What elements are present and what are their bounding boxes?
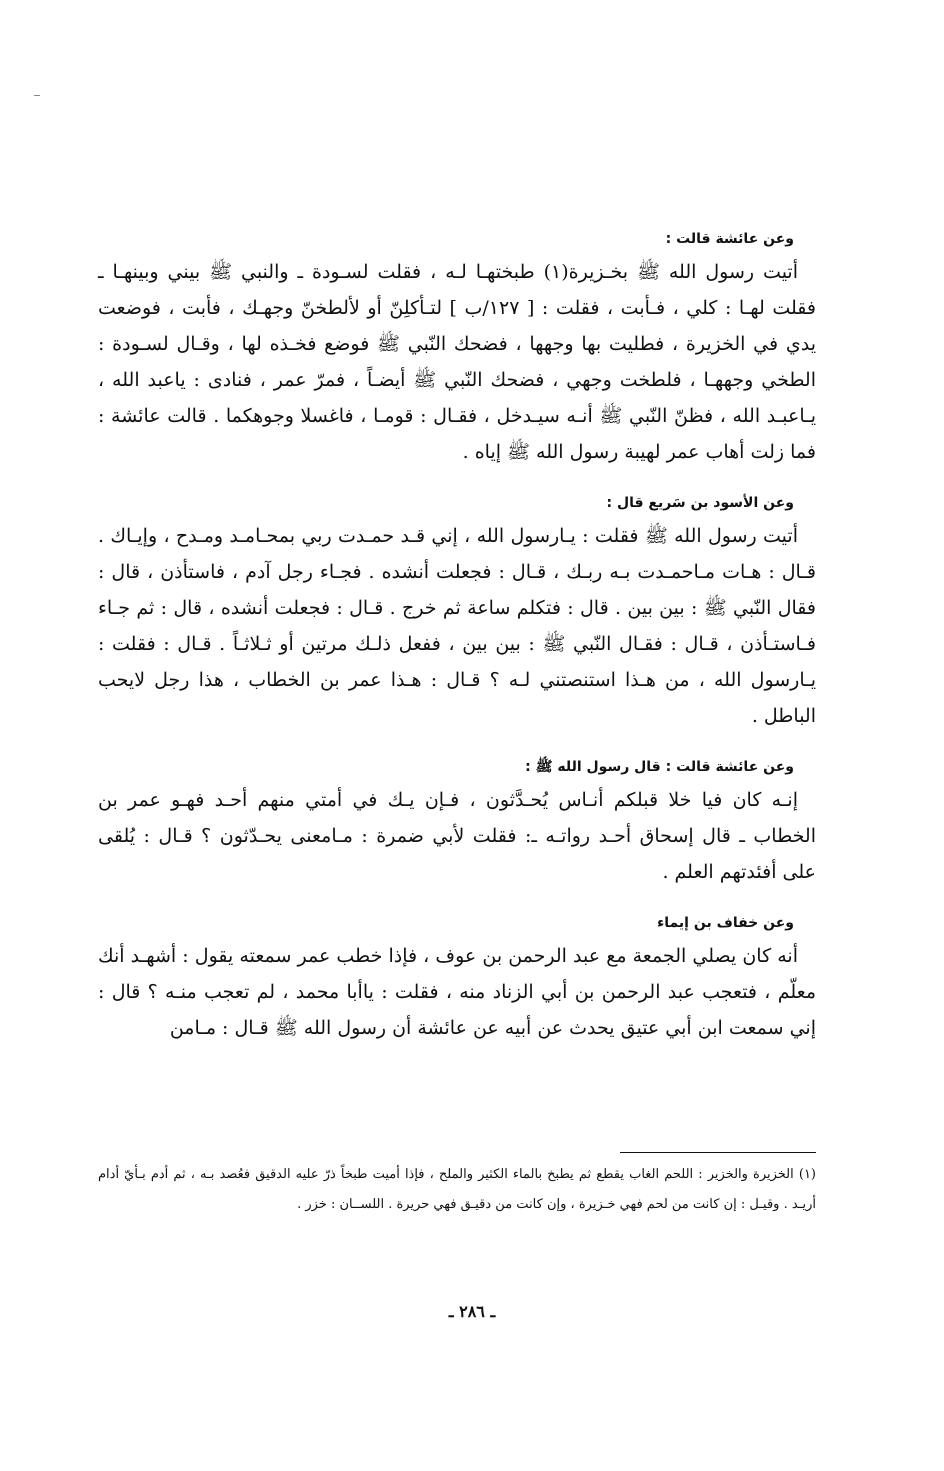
page-number: ـ ٢٨٦ ـ [448, 1302, 496, 1321]
section-paragraph: أتيت رسول الله ﷺ فقلت : يـارسول الله ، إني قـد حمـدت ربي بمحـامـد ومـدح ، وإيـاك . قـال : هـات مـاحمـدت بـه ربـك ، قـال : فجعلت أنشده . فجـاء رجل آدم ، فاستأذن ، قال : فقال النّبي ﷺ : بين بين . قال : فتكلم ساعة ثم خرج . قـال : فجعلت أنشده ، قال : ثم جـاء فـاستـأذن ، قـال : فقـال النّبي ﷺ : بين بين ، ففعل ذلـك مرتين أو ثـلاثـاً . قـال : فقلت : يـارسول الله ، من هـذا استنصتني لـه ؟ قـال : هـذا عمر بن الخطاب ، هذا رجل لايحب الباطل . [98, 525, 816, 727]
section-paragraph: أنه كان يصلي الجمعة مع عبد الرحمن بن عوف ، فإذا خطب عمر سمعته يقول : أشهـد أنك معلّم ، فتعجب عبد الرحمن بن أبي الزناد منه ، فقلت : ياأبا محمد ، لم تعجب منـه ؟ قال : إني سمعت ابن أبي عتيق يحدث عن أبيه عن عائشة أن رسول الله ﷺ قـال : مـامن [98, 945, 816, 1039]
section-aisha-khazira [98, 228, 816, 470]
section-paragraph: إنـه كان فيا خلا قبلكم أنـاس يُحـدَّثون ، فـإن يـك في أمتي منهم أحـد فهـو عمر بن الخطاب ـ قال إسحاق أحـد رواتـه ـ: فقلت لأبي ضمرة : مـامعنى يحـدّثون ؟ قـال : يُلقى على أفئدتهم العلم . [98, 789, 816, 883]
section-aisha-muhaddathun [98, 756, 816, 890]
section-heading: وعن الأسود بن سَريع قال : [606, 495, 794, 511]
section-paragraph: أتيت رسول الله ﷺ بخـزيرة(١) طبختهـا لـه ، فقلت لسـودة ـ والنبي ﷺ بيني وبينهـا ـ فقلت لهـا : كلي ، فـأبت ، فقلت : [ ١٢٧/ب ] لتـأكلِنّ أو لألطخنّ وجهـك ، فأبت ، فوضعت يدي في الخزيرة ، فطليت بها وجهها ، فضحك النّبي ﷺ فوضع فخـذه لها ، وقـال لسـودة : الطخي وجههـا ، فلطخت وجهي ، فضحك النّبي ﷺ أيضـاً ، فمرّ عمر ، فنادى : ياعبد الله ، يـاعبـد الله ، فظنّ النّبي ﷺ أنـه سيـدخل ، فقـال : قومـا ، فاغسلا وجوهكما . قالت عائشة : فما زلت أهاب عمر لهيبة رسول الله ﷺ إياه . [98, 261, 816, 463]
scan-mark [34, 95, 40, 96]
section-heading: وعن عائشة قالت : قال رسول الله ﷺ : [525, 759, 794, 775]
section-heading: وعن خفاف بن إيماء [657, 915, 794, 931]
main-text [98, 228, 816, 1046]
footnote-divider [620, 1152, 816, 1153]
section-aswad [98, 492, 816, 734]
footnote: (١) الخزيرة والخزير : اللحم الغاب يقطع ثم يطبخ بالماء الكثير والملح ، فإذا أميت طبخاً ذرّ عليه الدقيق فعُصد بـه ، ثم أدم بـأيّ أدام أريـد . وقيـل : إن كانت من لحم فهي خـزيرة ، وإن كانت من دقيـق فهي حريرة . اللســان : خزر . [98, 1167, 816, 1212]
section-khufaf [98, 912, 816, 1046]
section-heading: وعن عائشة قالت : [665, 231, 794, 247]
